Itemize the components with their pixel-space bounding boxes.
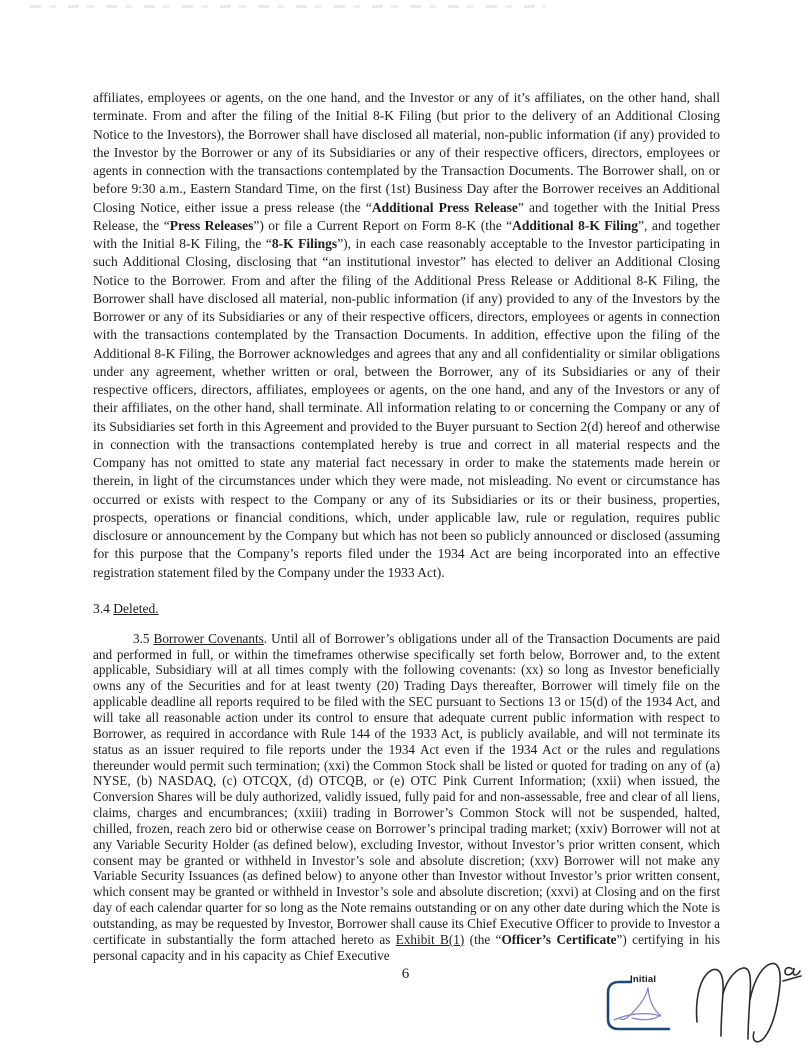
document-body	[93, 89, 720, 963]
signature-mark	[690, 960, 808, 1050]
page-number: 6	[401, 966, 410, 982]
initial-stamp-field[interactable]	[603, 976, 677, 1034]
section-3-5-borrower-covenants: 3.5 Borrower Covenants. Until all of Borrower’s obligations under all of the Transaction Documents are paid and performed in full, or within the timeframes otherwise specifically set forth below, Borrower and, to the extent applicable, Subsidiary will at all times comply with the following covenants: (xx) so long as Investor beneficially owns any of the Securities and for at least twenty (20) Trading Days thereafter, Borrower will timely file on the applicable deadline all reports required to be filed with the SEC pursuant to Sections 13 or 15(d) of the 1934 Act, and will take all reasonable action under its control to ensure that adequate current public information with respect to Borrower, as required in accordance with Rule 144 of the 1933 Act, is publicly available, and will not terminate its status as an issuer required to file reports under the 1934 Act even if the 1934 Act or the rules and regulations thereunder would permit such termination; (xxi) the Common Stock shall be listed or quoted for trading on any of (a) NYSE, (b) NASDAQ, (c) OTCQX, (d) OTCQB, or (e) OTC Pink Current Information; (xxii) when issued, the Conversion Shares will be duly authorized, validly issued, fully paid for and non-assessable, free and clear of all liens, claims, charges and encumbrances; (xxiii) trading in Borrower’s Common Stock will not be suspended, halted, chilled, frozen, reach zero bid or otherwise cease on Borrower’s principal trading market; (xxiv) Borrower will not at any Variable Security Holder (as defined below), excluding Investor, without Investor’s prior written consent, which consent may be granted or withheld in Investor’s sole and absolute discretion; (xxv) Borrower will not make any Variable Security Issuances (as defined below) to anyone other than Investor without Investor’s prior written consent, which consent may be granted or withheld in Investor’s sole and absolute discretion; (xxvi) at Closing and on the first day of each calendar quarter for so long as the Note remains outstanding or on any other date during which the Note is outstanding, as may be requested by Investor, Borrower shall cause its Chief Executive Officer to provide to Investor a certificate in substantially the form attached hereto as Exhibit B(1) (the “Officer’s Certificate”) certifying in his personal capacity and in his capacity as Chief Executive	[93, 630, 721, 963]
scan-artifact	[30, 5, 545, 8]
initial-stamp-label: Initial	[630, 974, 657, 985]
section-3-4-deleted: 3.4 Deleted.	[93, 600, 159, 616]
initial-ink-squiggle	[614, 988, 661, 1020]
paragraph-continuation: affiliates, employees or agents, on the one hand, and the Investor or any of it’s affiliates, on the other hand, shall terminate. From and after the filing of the Initial 8-K Filing (but prior to the delivery of an Additional Closing Notice to the Investors), the Borrower shall have disclosed all material, non-public information (if any) provided to the Investor by the Borrower or any of its Subsidiaries or any of their respective officers, directors, employees or agents in connection with the transactions contemplated by the Transaction Documents. The Borrower shall, on or before 9:30 a.m., Eastern Standard Time, on the first (1st) Business Day after the Borrower receives an Additional Closing Notice, either issue a press release (the “Additional Press Release” and together with the Initial Press Release, the “Press Releases”) or file a Current Report on Form 8-K (the “Additional 8-K Filing”, and together with the Initial 8-K Filing, the “8-K Filings”), in each case reasonably acceptable to the Investor participating in such Additional Closing, disclosing that “an institutional investor” has elected to deliver an Additional Closing Notice to the Borrower. From and after the filing of the Additional Press Release or Additional 8-K Filing, the Borrower shall have disclosed all material, non-public information (if any) provided to any of the Investors by the Borrower or any of its Subsidiaries or any of their respective officers, directors, employees or agents in connection with the transactions contemplated by the Transaction Documents. In addition, effective upon the filing of the Additional 8-K Filing, the Borrower acknowledges and agrees that any and all confidentiality or similar obligations under any agreement, whether written or oral, between the Borrower, any of its Subsidiaries or any of their respective officers, directors, affiliates, employees or agents, on the one hand, and any of the Investors or any of their affiliates, on the other hand, shall terminate. All information relating to or concerning the Company or any of its Subsidiaries set forth in this Agreement and provided to the Buyer pursuant to Section 2(d) hereof and otherwise in connection with the transactions contemplated hereby is true and correct in all material respects and the Company has not omitted to state any material fact necessary in order to make the statements made herein or therein, in light of the circumstances under which they were made, not misleading. No event or circumstance has occurred or exists with respect to the Company or any of its Subsidiaries or its or their business, properties, prospects, operations or financial conditions, which, under applicable law, rule or regulation, requires public disclosure or announcement by the Company but which has not been so publicly announced or disclosed (assuming for this purpose that the Company’s reports filed under the 1934 Act are being incorporated into an effective registration statement filed by the Company under the 1933 Act).	[93, 90, 720, 580]
